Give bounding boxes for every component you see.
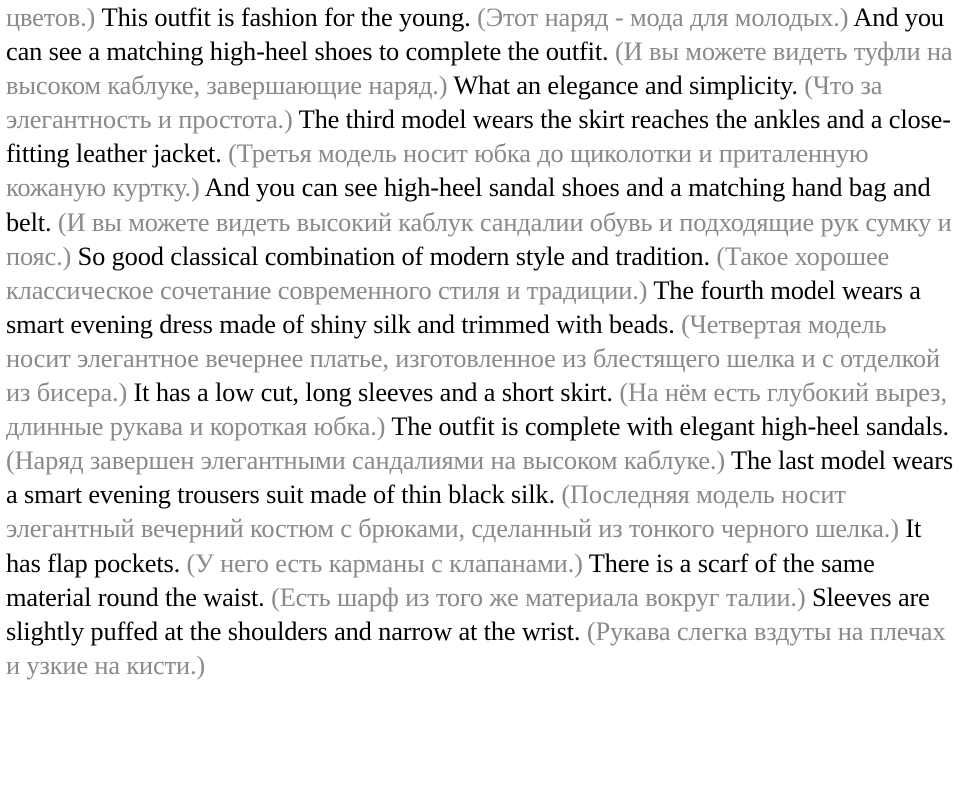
- english-segment: The fourth model wears a smart evening dress made of shiny silk and trimmed with beads.: [6, 274, 921, 339]
- english-segment: It has a low cut, long sleeves and a short skirt.: [133, 377, 613, 408]
- russian-segment: (Что за элегантность и простота.): [6, 70, 883, 135]
- english-segment: And you can see a matching high-heel shoes to complete the outfit.: [6, 2, 944, 67]
- russian-segment: (На нём есть глубокий вырез, длинные рукава и короткая юбка.): [6, 377, 947, 442]
- russian-segment: (Наряд завершен элегантными сандалиями на высоком каблуке.): [6, 445, 726, 476]
- english-segment: Sleeves are slightly puffed at the shoulders and narrow at the wrist.: [6, 581, 930, 646]
- english-segment: The outfit is complete with elegant high-heel sandals.: [391, 411, 949, 442]
- english-segment: So good classical combination of modern style and tradition.: [77, 240, 710, 271]
- english-segment: The third model wears the skirt reaches the ankles and a close-fitting leather jacket.: [6, 104, 951, 169]
- russian-segment: (У него есть карманы с клапанами.): [186, 547, 583, 578]
- russian-segment: (Третья модель носит юбка до щиколотки и приталенную кожаную куртку.): [6, 138, 869, 203]
- english-segment: This outfit is fashion for the young.: [101, 2, 471, 32]
- russian-segment: (Такое хорошее классическое сочетание современного стиля и традиции.): [6, 240, 890, 305]
- russian-segment: (И вы можете видеть высокий каблук сандалии обувь и подходящие рук сумку и пояс.): [6, 206, 952, 271]
- russian-segment: цветов.): [6, 2, 96, 32]
- english-segment: There is a scarf of the same material round the waist.: [6, 547, 875, 612]
- english-segment: The last model wears a smart evening trousers suit made of thin black silk.: [6, 445, 953, 510]
- bilingual-paragraph: [6, 0, 956, 682]
- russian-segment: (Последняя модель носит элегантный вечерний костюм с брюками, сделанный из тонкого черного шелка.): [6, 479, 899, 544]
- english-segment: It has flap pockets.: [6, 513, 922, 578]
- russian-segment: (Четвертая модель носит элегантное вечернее платье, изготовленное из блестящего шелка и с отделкой из бисера.): [6, 308, 940, 408]
- russian-segment: (Этот наряд - мода для молодых.): [477, 2, 849, 32]
- russian-segment: (И вы можете видеть туфли на высоком каблуке, завершающие наряд.): [6, 36, 953, 101]
- russian-segment: (Есть шарф из того же материала вокруг талии.): [271, 581, 806, 612]
- russian-segment: (Рукава слегка вздуты на плечах и узкие на кисти.): [6, 615, 946, 680]
- english-segment: And you can see high-heel sandal shoes and a matching hand bag and belt.: [6, 172, 931, 237]
- english-segment: What an elegance and simplicity.: [453, 70, 798, 101]
